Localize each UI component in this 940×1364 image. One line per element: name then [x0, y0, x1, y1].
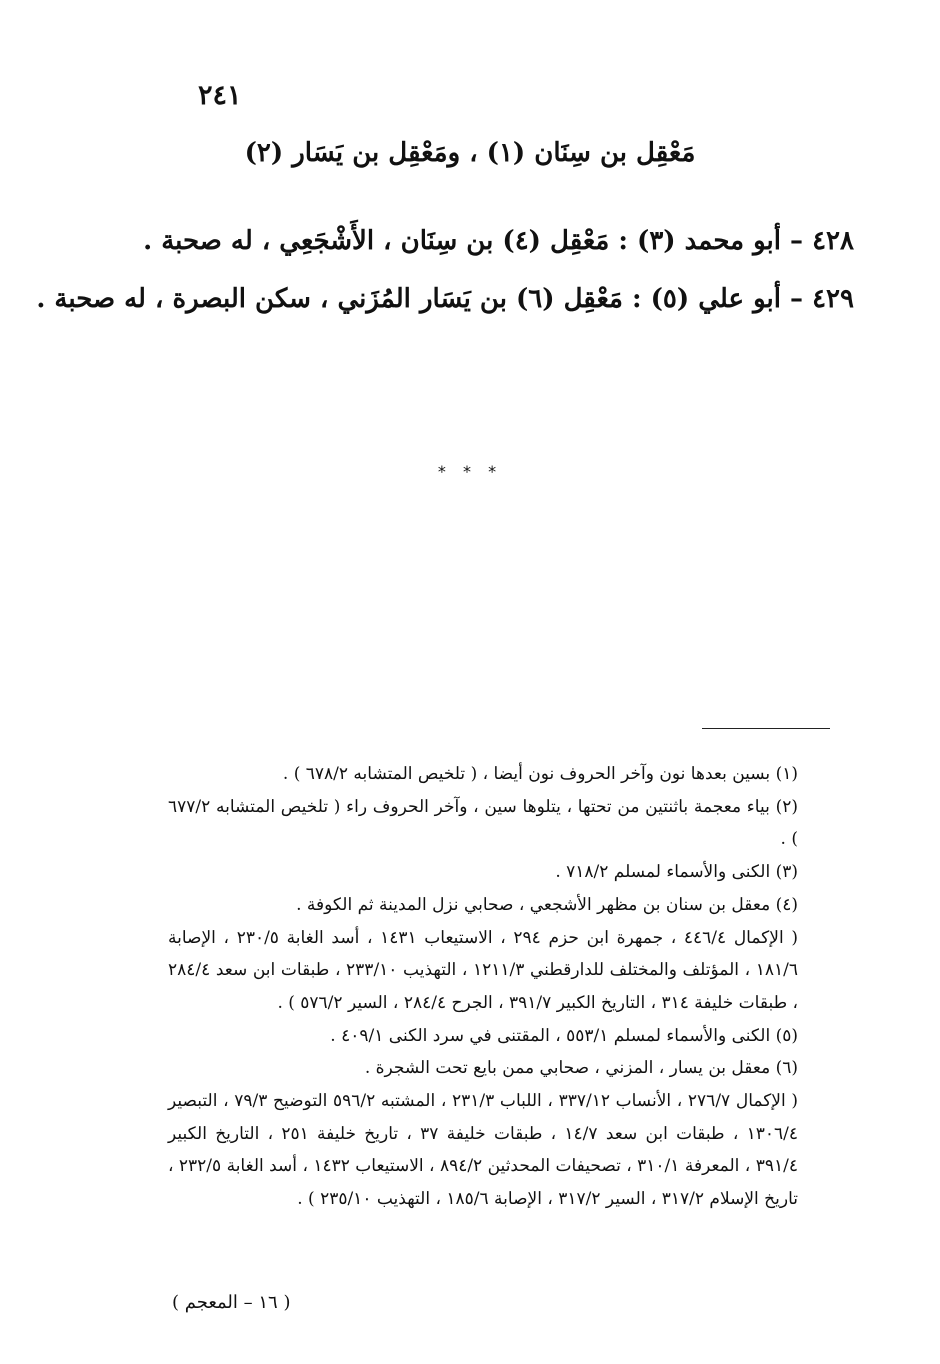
section-separator: * * * [437, 462, 503, 481]
footnote-3: (٣) الكنى والأسماء لمسلم ٧١٨/٢ . [555, 862, 798, 883]
footnote-1: (١) بسين بعدها نون وآخر الحروف نون أيضا ، ( تلخيص المتشابه ٦٧٨/٢ ) . [282, 764, 798, 784]
footnote-2: (٢) بياء معجمة باثنتين من تحتها ، يتلوها سين ، وآخر الحروف راء ( تلخيص المتشابه ٦٧٧/٢ ) . [168, 796, 798, 850]
footnotes [168, 758, 832, 1216]
entry-429: ٤٢٩ – أبو علي (٥) : مَعْقِل (٦) بن يَسَار المُزَني ، سكن البصرة ، له صحبة . [36, 284, 854, 314]
footnote-6-sources: ( الإكمال ٢٧٦/٧ ، الأنساب ٣٣٧/١٢ ، اللباب ٢٣١/٣ ، المشتبه ٥٩٦/٢ التوضيح ٧٩/٣ ، التبصير ١٣٠٦/٤ ، طبقات ابن سعد ١٤/٧ ، طبقات خليفة ٣٧ ، تاريخ خليفة ٢٥١ ، التاريخ الكبير ٣٩١/٤ ، المعرفة ٣١٠/١ ، تصحيفات المحدثين ٨٩٤/٢ ، الاستيعاب ١٤٣٢ ، أسد الغابة ٢٣٢/٥ ، تاريخ الإسلام ٣١٧/٢ ، السير ٣١٧/٢ ، الإصابة ١٨٥/٦ ، التهذيب ٢٣٥/١٠ ) . [168, 1091, 799, 1210]
footnote-4-sources: ( الإكمال ٤٤٦/٤ ، جمهرة ابن حزم ٢٩٤ ، الاستيعاب ١٤٣١ ، أسد الغابة ٢٣٠/٥ ، الإصابة ١٨١/٦ ، المؤتلف والمختلف للدارقطني ١٢١١/٣ ، التهذيب ٢٣٣/١٠ ، طبقات ابن سعد ٢٨٤/٤ ، طبقات خليفة ٣١٤ ، التاريخ الكبير ٣٩١/٧ ، الجرح ٢٨٤/٤ ، السير ٥٧٦/٢ ) . [168, 927, 799, 1013]
footnote-6: (٦) معقل بن يسار ، المزني ، صحابي ممن بايع تحت الشجرة . [364, 1058, 798, 1079]
entry-428: ٤٢٨ – أبو محمد (٣) : مَعْقِل (٤) بن سِنَان ، الأَشْجَعِي ، له صحبة . [143, 226, 854, 256]
page-number: ٢٤١ [198, 80, 242, 111]
footnote-5: (٥) الكنى والأسماء لمسلم ٥٥٣/١ ، المقتنى في سرد الكنى ٤٠٩/١ . [330, 1025, 798, 1046]
footnote-4: (٤) معقل بن سنان بن مظهر الأشجعي ، صحابي نزل المدينة ثم الكوفة . [296, 894, 798, 915]
page-title: مَعْقِل بن سِنَان (١) ، ومَعْقِل بن يَسَار (٢) [244, 138, 696, 168]
footnote-divider [702, 728, 830, 729]
page-signature: ( ١٦ – المعجم ) [172, 1292, 291, 1313]
